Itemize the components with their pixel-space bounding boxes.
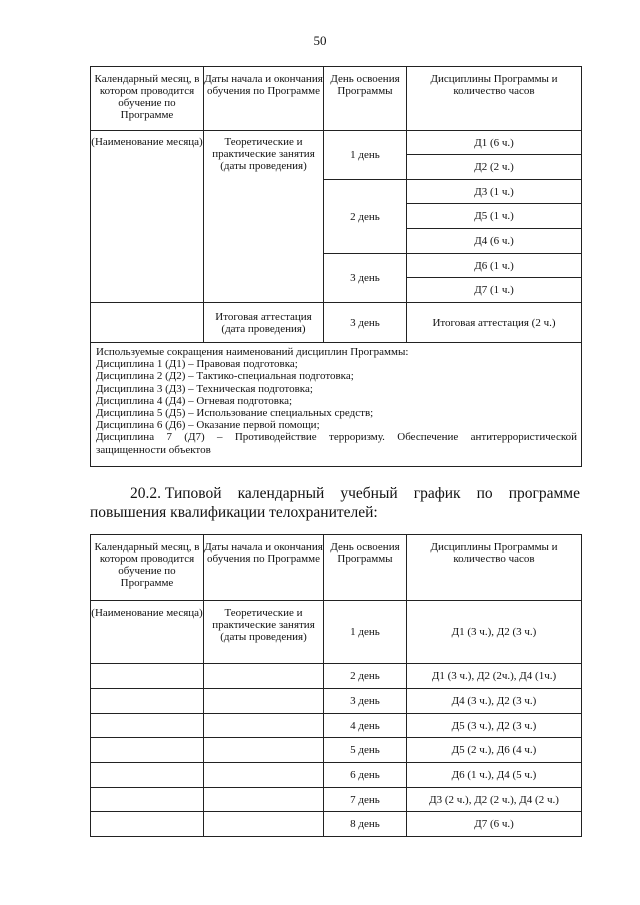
discipline-cell: Д4 (3 ч.), Д2 (3 ч.) (407, 689, 582, 714)
day-cell: 1 день (324, 601, 407, 664)
discipline-cell: Д5 (1 ч.) (407, 204, 582, 229)
note-line: Дисциплина 6 (Д6) – Оказание первой помощи; (96, 419, 320, 432)
empty-cell (204, 788, 324, 812)
col-header-month: Календарный месяц, в котором проводится обучение по Программе (91, 535, 204, 601)
dates-cell: Теоретические и практические занятия (даты проведения) (204, 601, 324, 664)
dates-cell: Теоретические и практические занятия (даты проведения) (204, 131, 324, 303)
note-word: Дисциплина (96, 431, 155, 444)
col-header-disciplines: Дисциплины Программы и количество часов (407, 67, 582, 131)
discipline-cell: Д1 (3 ч.), Д2 (2ч.), Д4 (1ч.) (407, 664, 582, 689)
discipline-cell: Д2 (2 ч.) (407, 155, 582, 180)
day-cell: 7 день (324, 788, 407, 812)
day-cell: 8 день (324, 812, 407, 837)
heading-word: учебный (340, 485, 398, 502)
page-number: 50 (313, 33, 327, 48)
heading-word: по (476, 485, 493, 502)
note-word: 7 (166, 431, 172, 444)
note-word: Обеспечение (397, 431, 459, 444)
discipline-cell: Д4 (6 ч.) (407, 229, 582, 254)
heading-word: программе (508, 485, 580, 502)
col-header-disciplines: Дисциплины Программы и количество часов (407, 535, 582, 601)
discipline-cell: Д6 (1 ч.) (407, 254, 582, 278)
final-dates-cell: Итоговая аттестация (дата проведения) (204, 303, 324, 343)
empty-cell (91, 714, 204, 738)
empty-cell (204, 689, 324, 714)
empty-cell (204, 714, 324, 738)
empty-cell (91, 738, 204, 763)
note-line: Дисциплина 3 (Д3) – Техническая подготовка; (96, 382, 313, 395)
col-header-day: День освоения Программы (324, 535, 407, 601)
empty-cell (204, 738, 324, 763)
heading-word: 20.2. Типовой (130, 485, 222, 502)
note-line: Дисциплина 2 (Д2) – Тактико-специальная подготовка; (96, 370, 354, 383)
header-row (91, 67, 582, 131)
discipline-cell: Д3 (2 ч.), Д2 (2 ч.), Д4 (2 ч.) (407, 788, 582, 812)
discipline-cell: Д1 (6 ч.) (407, 131, 582, 155)
day-cell: 6 день (324, 763, 407, 788)
note-line: Дисциплина 4 (Д4) – Огневая подготовка; (96, 394, 293, 407)
discipline-cell: Д3 (1 ч.) (407, 180, 582, 204)
note-word: антитеррористической (470, 431, 577, 444)
note-word: (Д7) (184, 431, 205, 444)
discipline-cell: Д6 (1 ч.), Д4 (5 ч.) (407, 763, 582, 788)
empty-cell (91, 788, 204, 812)
empty-cell (91, 812, 204, 837)
day-cell: 2 день (324, 664, 407, 689)
note-line: Дисциплина 5 (Д5) – Использование специальных средств; (96, 407, 374, 420)
col-header-dates: Даты начала и окончания обучения по Программе (204, 535, 324, 601)
schedule-table-2 (90, 534, 582, 837)
col-header-month: Календарный месяц, в котором проводится обучение по Программе (91, 67, 204, 131)
section-heading (130, 484, 580, 503)
discipline-cell: Д1 (3 ч.), Д2 (3 ч.) (407, 601, 582, 664)
empty-cell (204, 763, 324, 788)
note-word: – (217, 431, 223, 444)
day-cell: 5 день (324, 738, 407, 763)
note-word: терроризму. (329, 431, 385, 444)
day-cell: 3 день (324, 254, 407, 303)
empty-cell (91, 689, 204, 714)
heading-word: календарный (237, 485, 325, 502)
discipline-cell: Д7 (1 ч.) (407, 278, 582, 303)
schedule-table-1 (90, 66, 582, 467)
col-header-day: День освоения Программы (324, 67, 407, 131)
empty-cell (91, 763, 204, 788)
discipline-cell: Д7 (6 ч.) (407, 812, 582, 837)
month-cell: (Наименование месяца) (91, 601, 204, 664)
final-discipline-cell: Итоговая аттестация (2 ч.) (407, 303, 582, 343)
note-line-justified (96, 431, 577, 443)
abbreviations-note (91, 343, 582, 467)
month-cell: (Наименование месяца) (91, 131, 204, 303)
note-line: защищенности объектов (96, 443, 211, 456)
day-cell: 1 день (324, 131, 407, 180)
col-header-dates: Даты начала и окончания обучения по Программе (204, 67, 324, 131)
section-heading-line2: повышения квалификации телохранителей: (90, 504, 378, 521)
note-line: Используемые сокращения наименований дисциплин Программы: (96, 346, 409, 358)
note-word: Противодействие (234, 431, 317, 444)
heading-word: график (413, 485, 461, 502)
empty-cell (91, 303, 204, 343)
header-row (91, 535, 582, 601)
day-cell: 4 день (324, 714, 407, 738)
final-day-cell: 3 день (324, 303, 407, 343)
empty-cell (91, 664, 204, 689)
day-cell: 2 день (324, 180, 407, 254)
empty-cell (204, 664, 324, 689)
discipline-cell: Д5 (2 ч.), Д6 (4 ч.) (407, 738, 582, 763)
day-cell: 3 день (324, 689, 407, 714)
empty-cell (204, 812, 324, 837)
discipline-cell: Д5 (3 ч.), Д2 (3 ч.) (407, 714, 582, 738)
note-line: Дисциплина 1 (Д1) – Правовая подготовка; (96, 358, 298, 371)
